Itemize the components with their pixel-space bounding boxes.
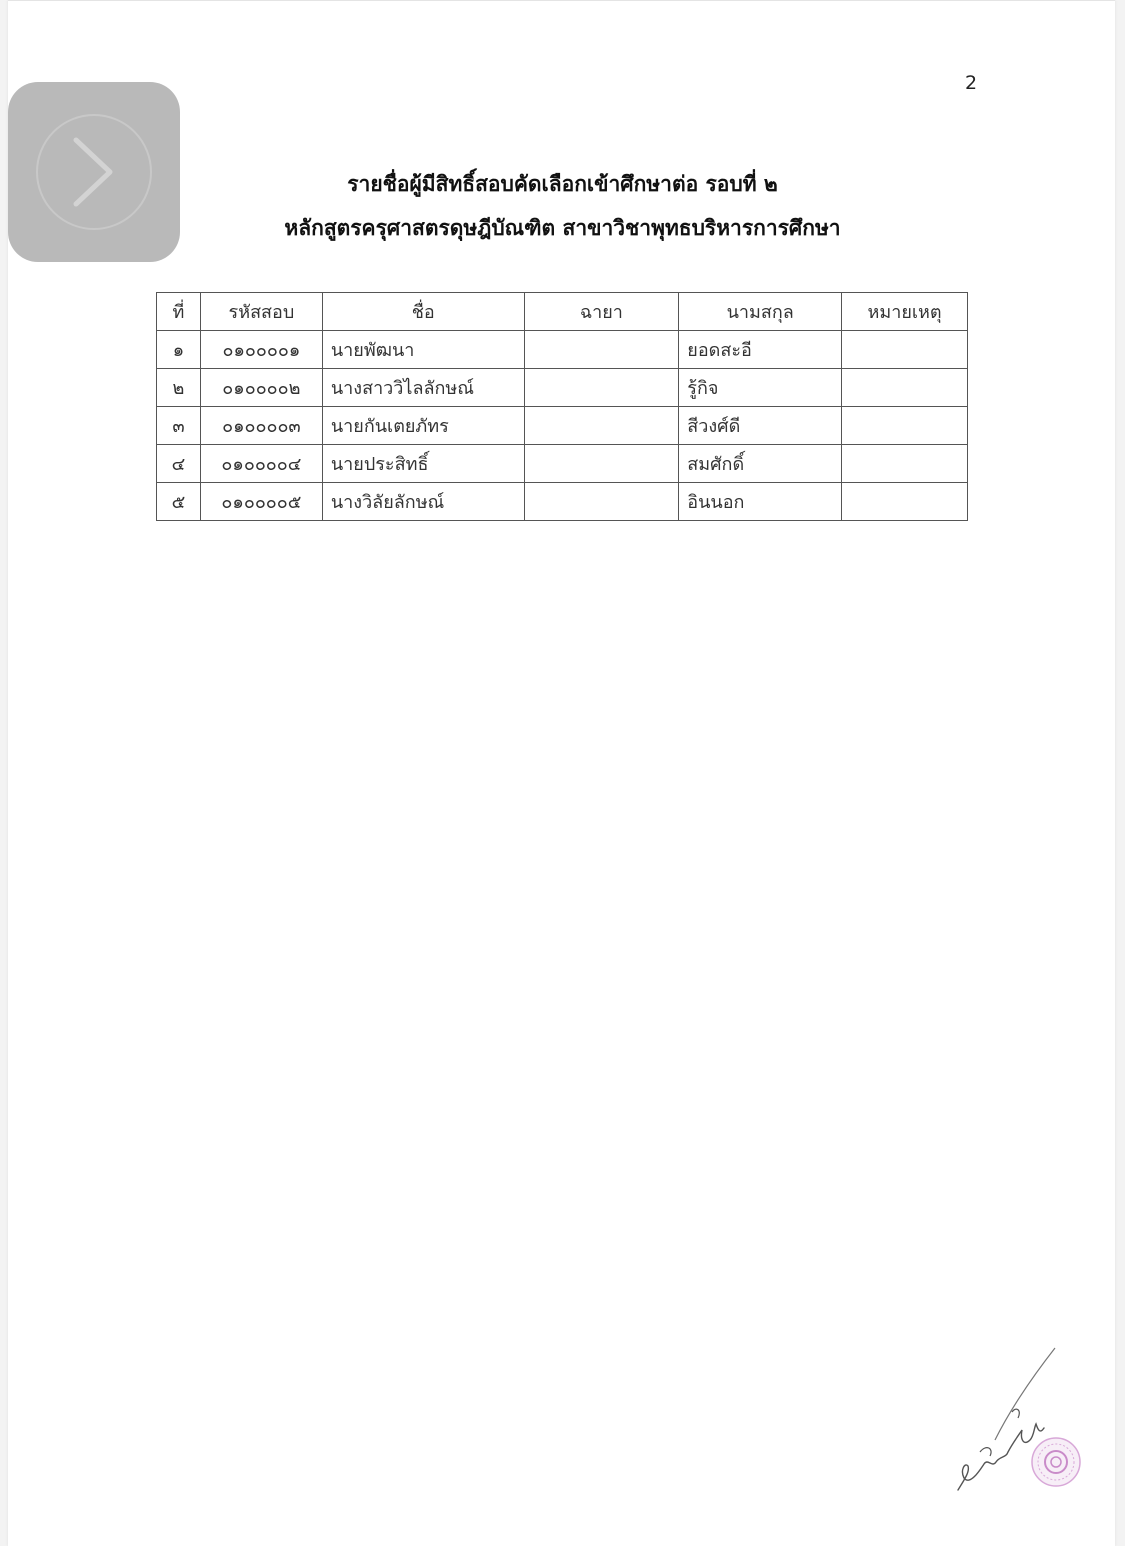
cell-code: ๐๑๐๐๐๐๓ (200, 407, 322, 445)
cell-name: นางวิลัยลักษณ์ (322, 483, 524, 521)
cell-surname: สีวงศ์ดี (679, 407, 842, 445)
document-title: รายชื่อผู้มีสิทธิ์สอบคัดเลือกเข้าศึกษาต่อ รอบที่ ๒ (347, 172, 778, 196)
cell-name: นายประสิทธิ์ (322, 445, 524, 483)
cell-no: ๕ (157, 483, 201, 521)
column-header-surname: นามสกุล (679, 293, 842, 331)
university-seal-icon (1030, 1436, 1082, 1488)
cell-chaya (524, 407, 679, 445)
cell-surname: อินนอก (679, 483, 842, 521)
cell-chaya (524, 331, 679, 369)
cell-note (842, 483, 968, 521)
cell-note (842, 407, 968, 445)
cell-chaya (524, 445, 679, 483)
cell-note (842, 445, 968, 483)
table-row (157, 445, 968, 483)
cell-no: ๓ (157, 407, 201, 445)
cell-surname: ยอดสะอี (679, 331, 842, 369)
cell-surname: รู้กิจ (679, 369, 842, 407)
table-row (157, 483, 968, 521)
cell-name: นายพัฒนา (322, 331, 524, 369)
cell-code: ๐๑๐๐๐๐๑ (200, 331, 322, 369)
column-header-code: รหัสสอบ (200, 293, 322, 331)
table-row (157, 331, 968, 369)
cell-chaya (524, 369, 679, 407)
column-header-chaya: ฉายา (524, 293, 679, 331)
cell-chaya (524, 483, 679, 521)
cell-name: นายกันเตยภัทร (322, 407, 524, 445)
column-header-name: ชื่อ (322, 293, 524, 331)
page-number: 2 (965, 72, 978, 94)
column-header-no: ที่ (157, 293, 201, 331)
cell-code: ๐๑๐๐๐๐๕ (200, 483, 322, 521)
cell-surname: สมศักดิ์ (679, 445, 842, 483)
cell-note (842, 331, 968, 369)
document-subtitle: หลักสูตรครุศาสตรดุษฎีบัณฑิต สาขาวิชาพุทธบริหารการศึกษา (284, 216, 841, 240)
table-header-row (157, 293, 968, 331)
cell-no: ๑ (157, 331, 201, 369)
column-header-note: หมายเหตุ (842, 293, 968, 331)
cell-code: ๐๑๐๐๐๐๔ (200, 445, 322, 483)
table-row (157, 407, 968, 445)
cell-name: นางสาววิไลลักษณ์ (322, 369, 524, 407)
cell-code: ๐๑๐๐๐๐๒ (200, 369, 322, 407)
candidate-table (156, 292, 968, 521)
cell-note (842, 369, 968, 407)
cell-no: ๔ (157, 445, 201, 483)
cell-no: ๒ (157, 369, 201, 407)
table-row (157, 369, 968, 407)
